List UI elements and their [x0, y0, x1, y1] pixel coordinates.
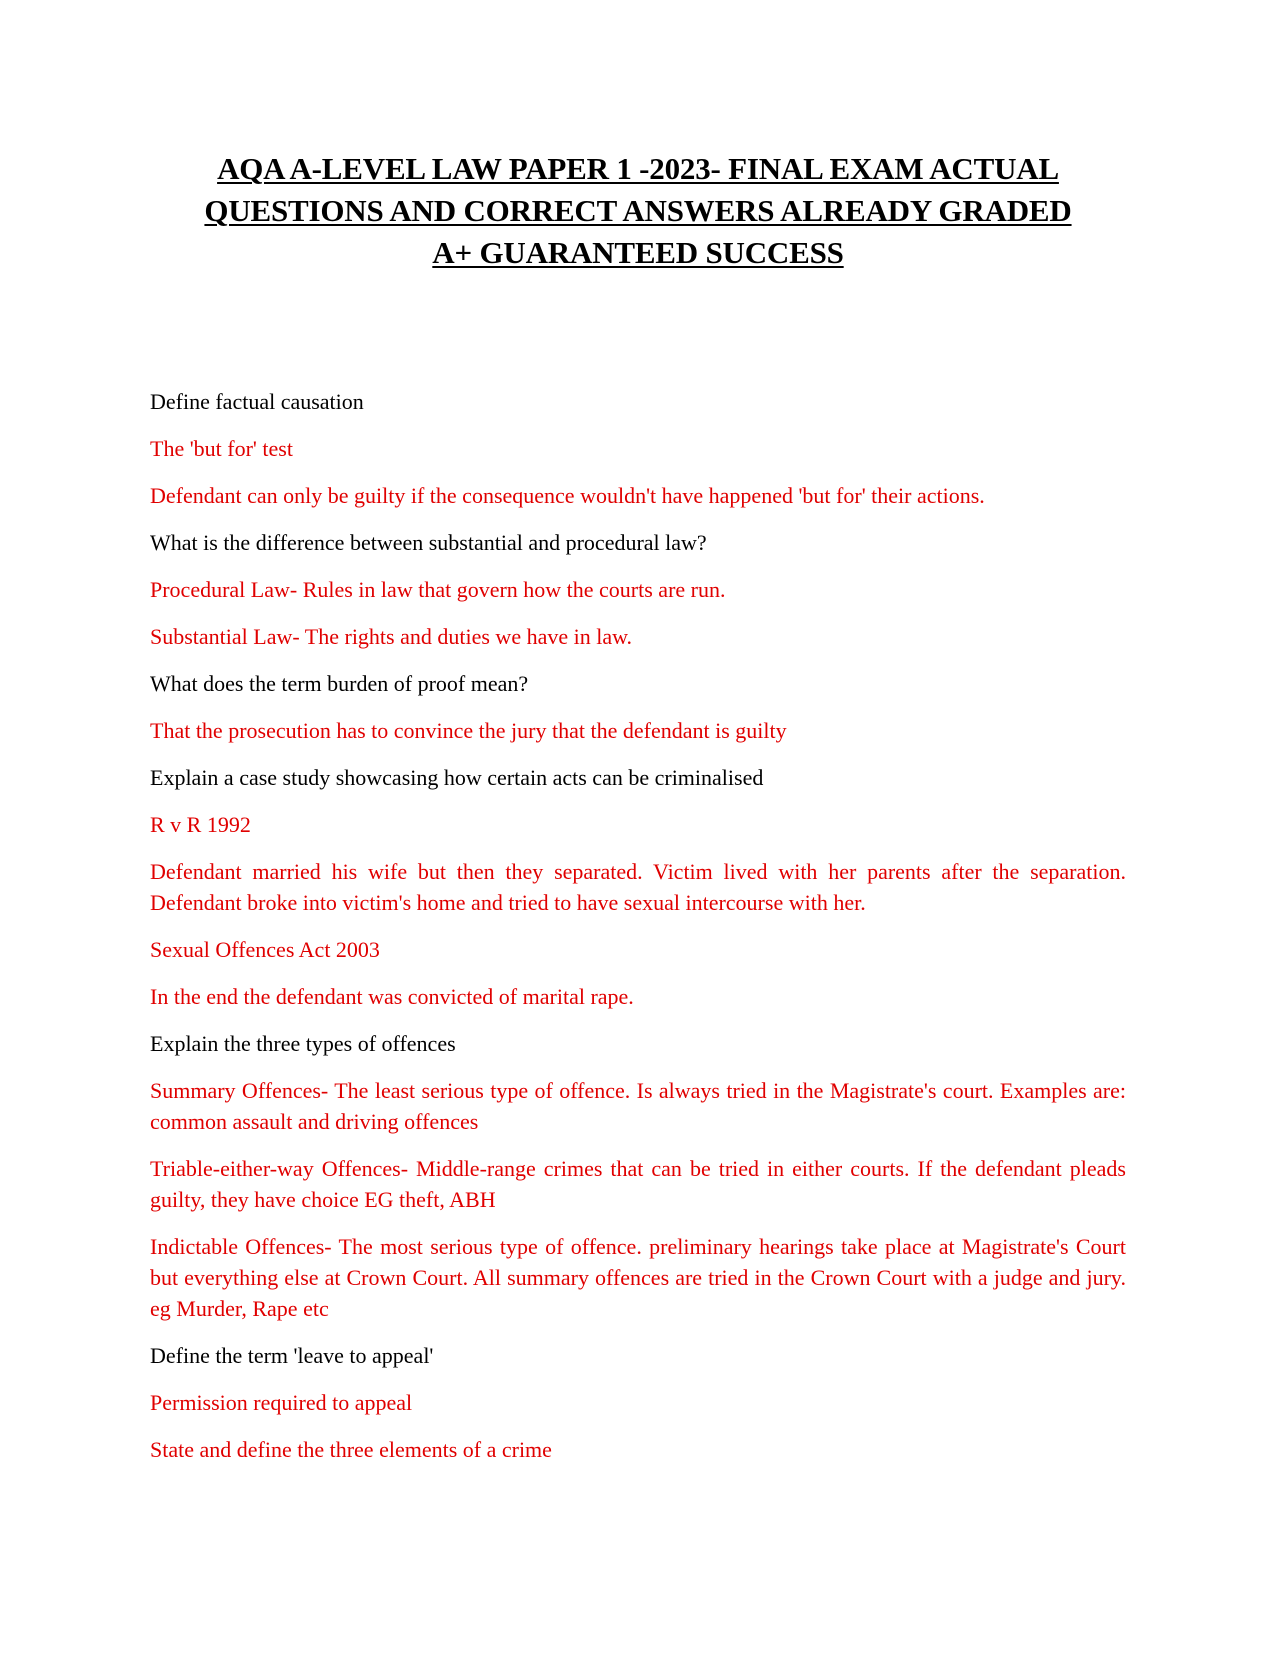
answer-text: Permission required to appeal	[150, 1390, 413, 1415]
answer-text: In the end the defendant was convicted of marital rape.	[150, 984, 634, 1009]
question-text: Explain the three types of offences	[150, 1031, 456, 1056]
answer-text: Summary Offences- The least serious type of offence. Is always tried in the Magistrate's court. Examples are: common assault and driving offences	[150, 1078, 1126, 1134]
answer-text: State and define the three elements of a crime	[150, 1437, 552, 1462]
title-line-2: QUESTIONS AND CORRECT ANSWERS ALREADY GRADED	[204, 193, 1072, 228]
question-text: What does the term burden of proof mean?	[150, 671, 529, 696]
answer-text: The 'but for' test	[150, 436, 293, 461]
answer-text: That the prosecution has to convince the jury that the defendant is guilty	[150, 718, 787, 743]
title-line-3: A+ GUARANTEED SUCCESS	[432, 235, 844, 270]
answer-text: Indictable Offences- The most serious type of offence. preliminary hearings take place at Magistrate's Court but everything else at Crown Court. All summary offences are tried in the Crown Court with a judge and jury. eg Murder, Rape etc	[150, 1234, 1126, 1321]
document-title	[150, 148, 1126, 274]
question-text: Explain a case study showcasing how certain acts can be criminalised	[150, 765, 764, 790]
question-text: Define the term 'leave to appeal'	[150, 1343, 434, 1368]
answer-text: Procedural Law- Rules in law that govern how the courts are run.	[150, 577, 726, 602]
answer-text: Defendant can only be guilty if the consequence wouldn't have happened 'but for' their actions.	[150, 483, 985, 508]
answer-text: Substantial Law- The rights and duties we have in law.	[150, 624, 633, 649]
answer-text: R v R 1992	[150, 812, 251, 837]
answer-text: Triable-either-way Offences- Middle-range crimes that can be tried in either courts. If the defendant pleads guilty, they have choice EG theft, ABH	[150, 1156, 1126, 1212]
question-text: Define factual causation	[150, 389, 364, 414]
answer-text: Defendant married his wife but then they separated. Victim lived with her parents after the separation. Defendant broke into victim's home and tried to have sexual intercourse with her.	[150, 859, 1126, 915]
answer-text: Sexual Offences Act 2003	[150, 937, 380, 962]
qa-content	[150, 386, 1126, 1481]
question-text: What is the difference between substantial and procedural law?	[150, 530, 707, 555]
title-line-1: AQA A-LEVEL LAW PAPER 1 -2023- FINAL EXAM ACTUAL	[217, 151, 1059, 186]
